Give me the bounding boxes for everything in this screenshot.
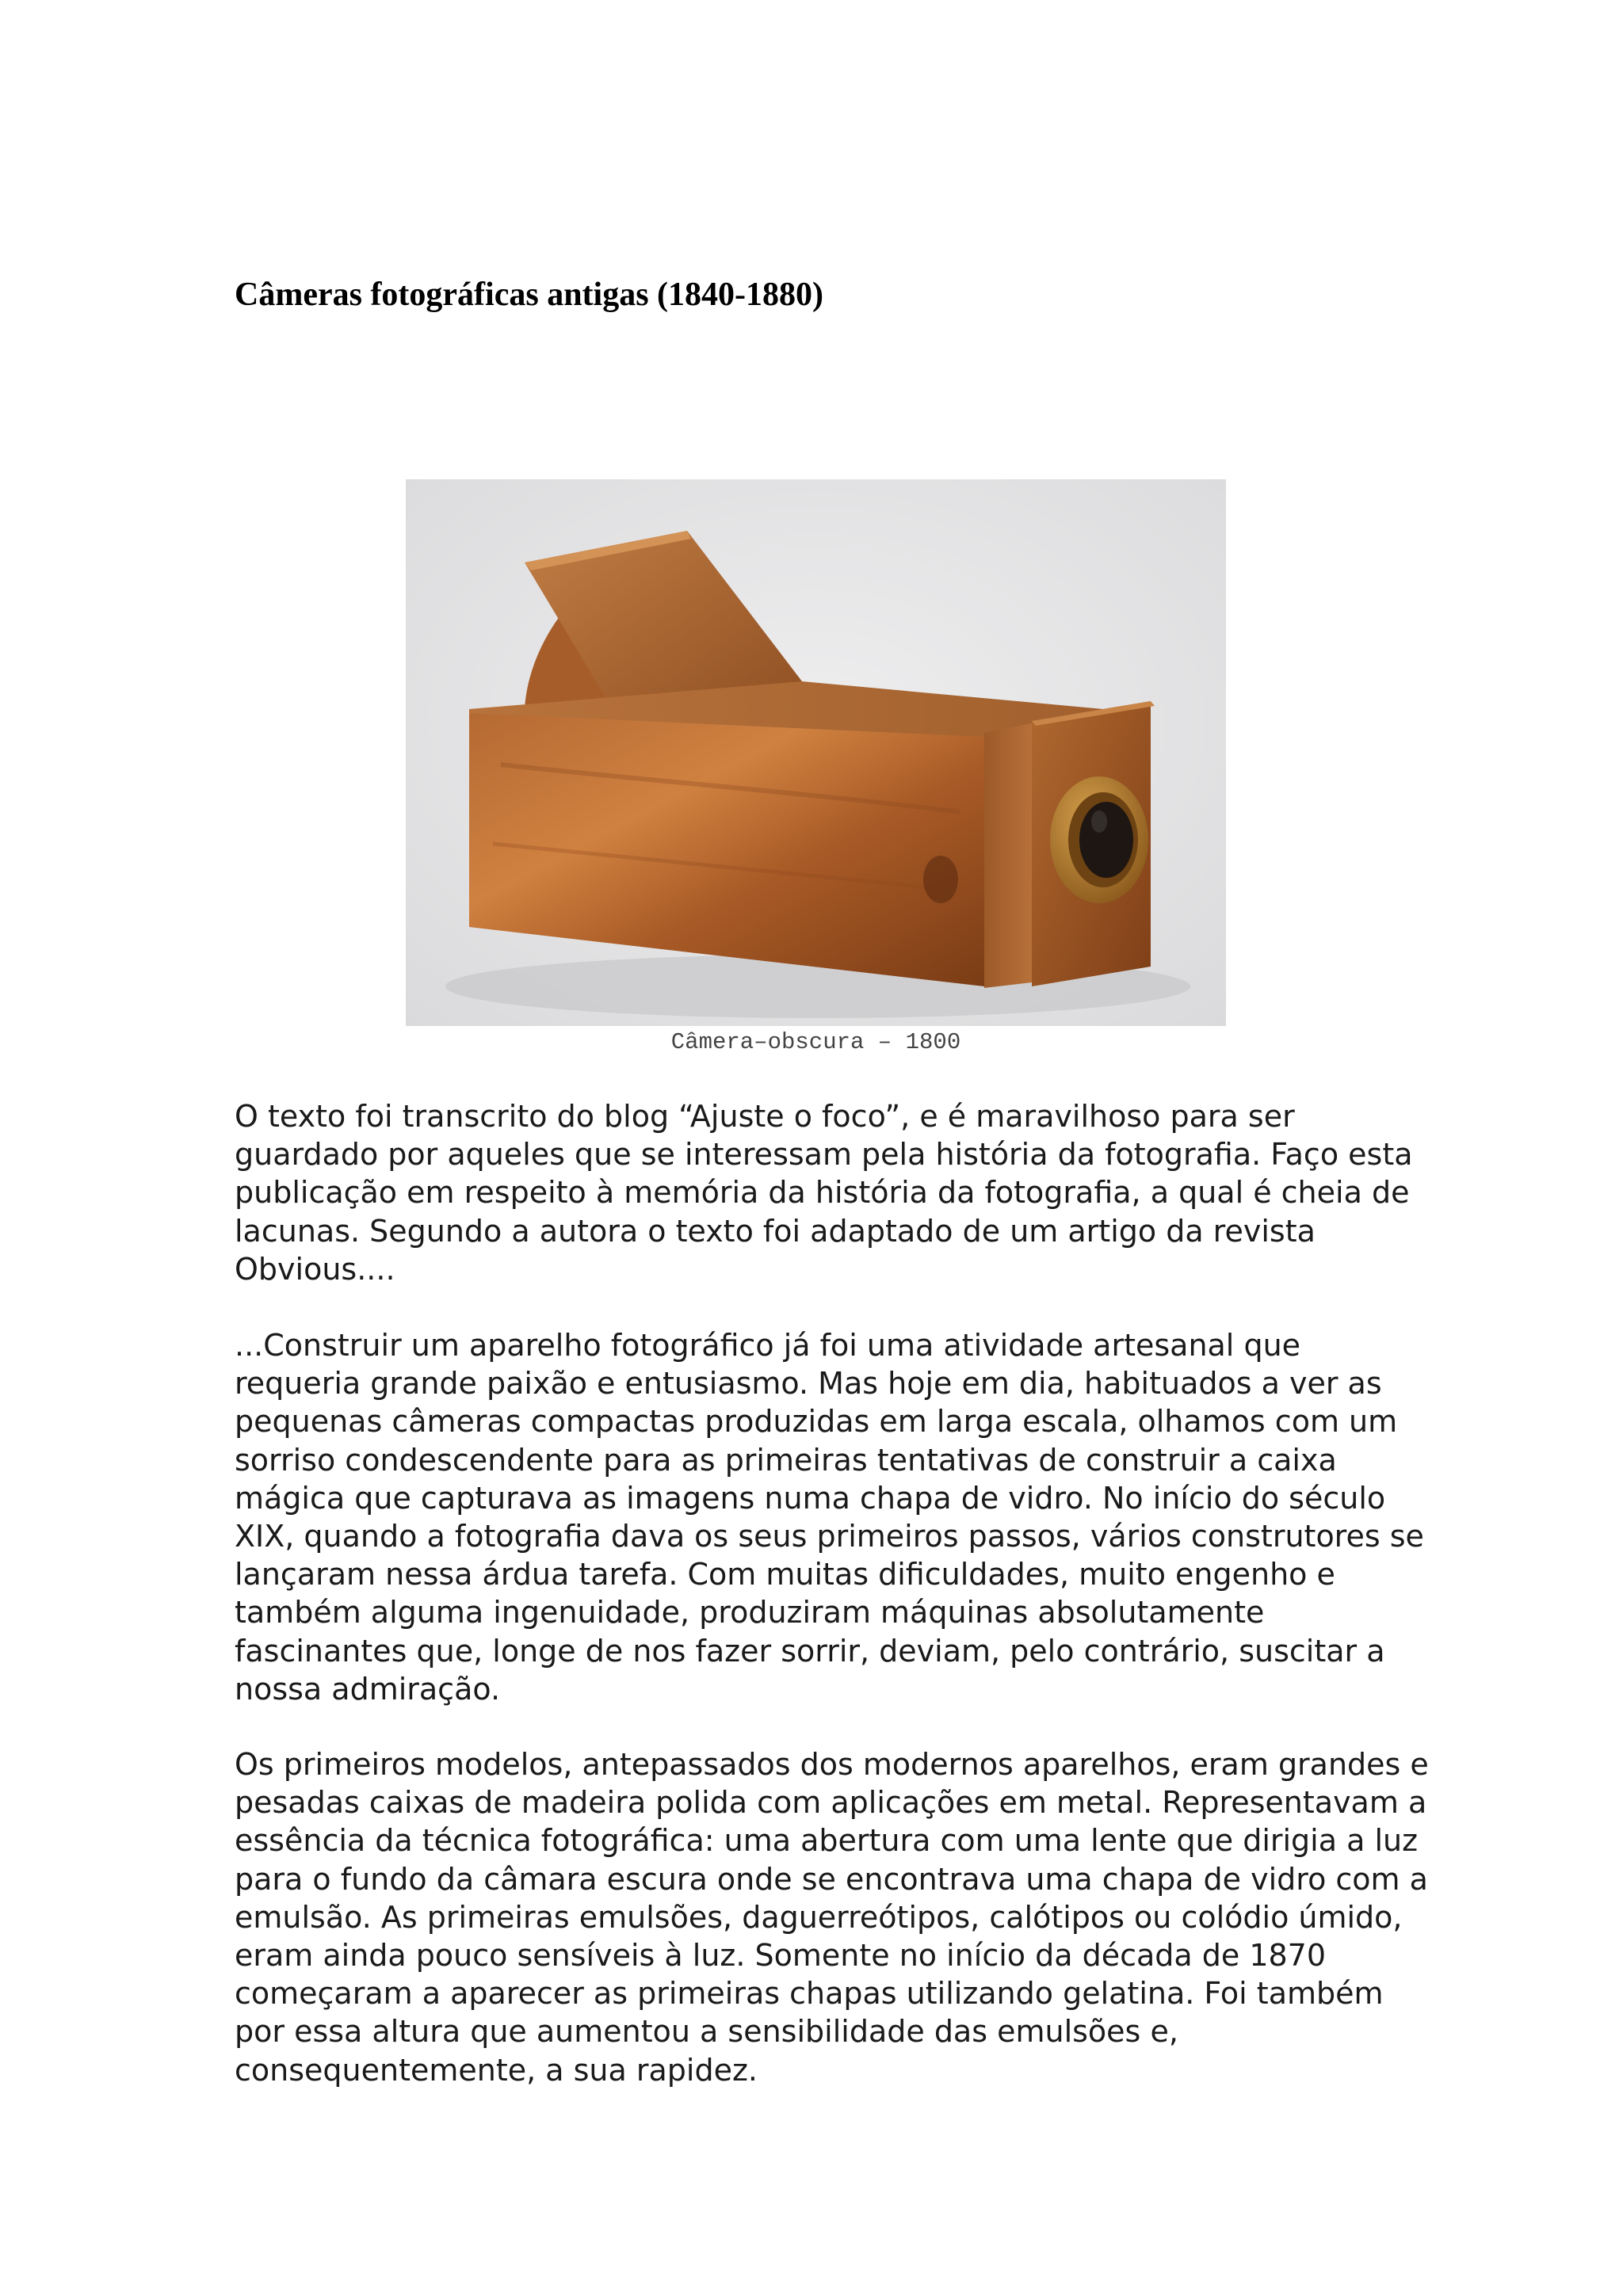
- text-line: Obvious....: [235, 1251, 395, 1287]
- text-line: fascinantes que, longe de nos fazer sorrir, deviam, pelo contrário, suscitar a: [235, 1633, 1385, 1669]
- text-line: para o fundo da câmara escura onde se encontrava uma chapa de vidro com a: [235, 1861, 1428, 1897]
- text-line: Os primeiros modelos, antepassados dos modernos aparelhos, eram grandes e: [235, 1747, 1429, 1782]
- text-line: emulsão. As primeiras emulsões, daguerreótipos, calótipos ou colódio úmido,: [235, 1899, 1403, 1935]
- camera-obscura-photo: [406, 479, 1226, 1026]
- text-line: começaram a aparecer as primeiras chapas utilizando gelatina. Foi também: [235, 1976, 1384, 2012]
- text-line: nossa admiração.: [235, 1671, 501, 1707]
- text-line: também alguma ingenuidade, produziram máquinas absolutamente: [235, 1595, 1265, 1630]
- text-line: ...Construir um aparelho fotográfico já foi uma atividade artesanal que: [235, 1328, 1301, 1363]
- text-line: publicação em respeito à memória da história da fotografia, a qual é cheia de: [235, 1175, 1410, 1211]
- paragraph-first-models: [235, 1745, 1429, 2089]
- paragraph-introduction: [235, 1097, 1413, 1288]
- figure-caption: Câmera–obscura – 1800: [670, 1029, 961, 1055]
- paragraph-construction: [235, 1326, 1424, 1708]
- text-line: sorriso condescendente para as primeiras tentativas de construir a caixa: [235, 1442, 1337, 1478]
- text-line: consequentemente, a sua rapidez.: [235, 2052, 758, 2088]
- text-line: guardado por aqueles que se interessam pela história da fotografia. Faço esta: [235, 1137, 1413, 1173]
- text-line: pesadas caixas de madeira polida com aplicações em metal. Representavam a: [235, 1785, 1427, 1821]
- text-line: requeria grande paixão e entusiasmo. Mas hoje em dia, habituados a ver as: [235, 1366, 1382, 1402]
- text-line: essência da técnica fotográfica: uma abertura com uma lente que dirigia a luz: [235, 1823, 1419, 1859]
- text-line: lançaram nessa árdua tarefa. Com muitas dificuldades, muito engenho e: [235, 1557, 1335, 1592]
- text-line: lacunas. Segundo a autora o texto foi adaptado de um artigo da revista: [235, 1213, 1316, 1249]
- text-line: pequenas câmeras compactas produzidas em larga escala, olhamos com um: [235, 1404, 1398, 1440]
- text-line: mágica que capturava as imagens numa chapa de vidro. No início do século: [235, 1480, 1386, 1516]
- text-line: O texto foi transcrito do blog “Ajuste o foco”, e é maravilhoso para ser: [235, 1099, 1295, 1134]
- wooden-camera-illustration: [406, 479, 1226, 1026]
- text-line: por essa altura que aumentou a sensibilidade das emulsões e,: [235, 2014, 1178, 2050]
- text-line: eram ainda pouco sensíveis à luz. Somente no início da década de 1870: [235, 1938, 1327, 1974]
- text-line: XIX, quando a fotografia dava os seus primeiros passos, vários construtores se: [235, 1519, 1424, 1554]
- document-title: Câmeras fotográficas antigas (1840-1880): [235, 277, 824, 313]
